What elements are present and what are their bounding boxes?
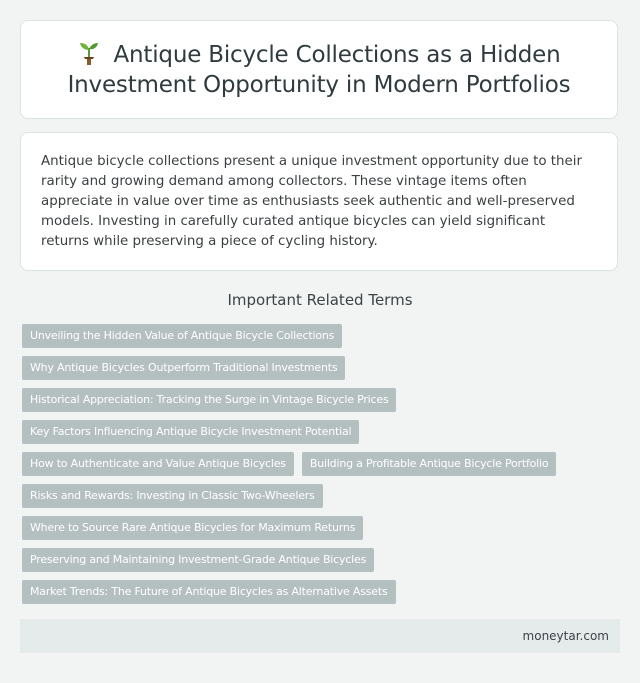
related-term-tag[interactable]: Why Antique Bicycles Outperform Traditional Investments <box>22 356 345 380</box>
related-term-tag[interactable]: How to Authenticate and Value Antique Bicycles <box>22 452 294 476</box>
summary-text: Antique bicycle collections present a unique investment opportunity due to their rarity and growing demand among collectors. These vintage items often appreciate in value over time as enthusiasts seek authentic and well-preserved models. Investing in carefully curated antique bicycles can yield significant returns while preserving a piece of cycling history. <box>41 154 582 249</box>
title-card <box>20 20 618 119</box>
related-term-tag[interactable]: Historical Appreciation: Tracking the Surge in Vintage Bicycle Prices <box>22 388 396 412</box>
tag-row <box>22 516 622 548</box>
tag-row <box>22 452 622 484</box>
related-terms-heading: Important Related Terms <box>227 291 413 309</box>
tag-row <box>22 484 622 516</box>
related-term-tag[interactable]: Risks and Rewards: Investing in Classic Two-Wheelers <box>22 484 323 508</box>
tag-row <box>22 356 622 388</box>
summary-card <box>20 132 618 271</box>
related-term-tag[interactable]: Key Factors Influencing Antique Bicycle Investment Potential <box>22 420 359 444</box>
footer-site-link[interactable]: moneytar.com <box>522 629 609 643</box>
related-term-tag[interactable]: Market Trends: The Future of Antique Bicycles as Alternative Assets <box>22 580 396 604</box>
tag-row <box>22 548 622 580</box>
related-term-tag[interactable]: Preserving and Maintaining Investment-Grade Antique Bicycles <box>22 548 374 572</box>
related-term-tag[interactable]: Where to Source Rare Antique Bicycles for Maximum Returns <box>22 516 363 540</box>
tag-row <box>22 580 622 612</box>
tag-row <box>22 388 622 420</box>
page-title <box>21 40 617 100</box>
page-title-text: Antique Bicycle Collections as a Hidden Investment Opportunity in Modern Portfolios <box>67 41 571 98</box>
tag-row <box>22 324 622 356</box>
footer <box>20 619 620 653</box>
related-term-tag[interactable]: Building a Profitable Antique Bicycle Portfolio <box>302 452 557 476</box>
related-term-tag[interactable]: Unveiling the Hidden Value of Antique Bicycle Collections <box>22 324 342 348</box>
tag-row <box>22 420 622 452</box>
sprout-icon <box>78 41 100 65</box>
related-terms-list <box>22 324 622 612</box>
